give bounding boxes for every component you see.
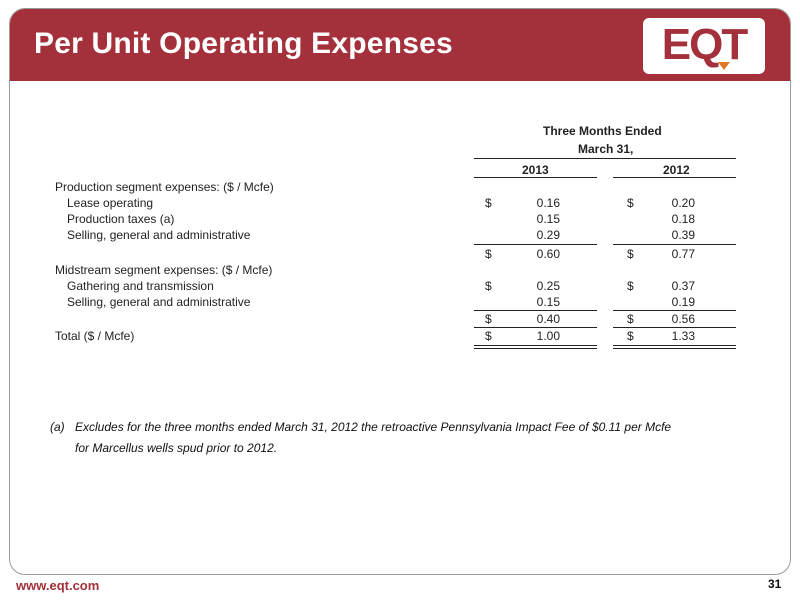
total-double-rule-2013 [474,345,597,346]
page-number: 31 [768,577,782,591]
header-rule [474,158,736,159]
value-2013: 0.16 [536,196,560,210]
page-title: Per Unit Operating Expenses [34,27,453,60]
production-section-label: Production segment expenses: ($ / Mcfe) [55,180,274,194]
total-double-rule-2012 [613,348,736,349]
currency-symbol: $ [485,329,492,343]
subtotal-rule-2012 [613,244,736,245]
subtotal-2013: 0.60 [536,247,560,261]
currency-symbol: $ [485,196,492,210]
total-double-rule-2012 [613,345,736,346]
currency-symbol: $ [485,279,492,293]
currency-symbol: $ [627,247,634,261]
period-header: Three Months Ended [543,124,662,138]
currency-symbol: $ [627,329,634,343]
subtotal-2012: 0.77 [671,247,695,261]
total-rule-2013 [474,327,597,328]
value-2012: 0.20 [671,196,695,210]
row-label: Lease operating [67,196,154,210]
subtotal-rule-2013 [474,310,597,311]
value-2012: 0.19 [671,295,695,309]
website-link[interactable]: www.eqt.com [16,578,100,593]
row-label: Production taxes (a) [67,212,175,226]
row-label: Gathering and transmission [67,279,214,293]
value-2013: 0.15 [536,212,560,226]
subtotal-2012: 0.56 [671,312,695,326]
total-rule-2012 [613,327,736,328]
footnote-mark: (a) [50,420,65,434]
footnote-line-1: Excludes for the three months ended March 31, 2012 the retroactive Pennsylvania Impact Fee of $0.11 per Mcfe [75,420,672,434]
row-label: Selling, general and administrative [67,228,251,242]
midstream-section-label: Midstream segment expenses: ($ / Mcfe) [55,263,273,277]
column-rule-2013 [474,177,597,178]
subtotal-2013: 0.40 [536,312,560,326]
subtotal-rule-2012 [613,310,736,311]
total-double-rule-2013 [474,348,597,349]
value-2013: 0.29 [536,228,560,242]
row-label: Selling, general and administrative [67,295,251,309]
value-2013: 0.15 [536,295,560,309]
logo-text: EQT [661,20,747,69]
total-label: Total ($ / Mcfe) [55,329,135,343]
column-rule-2012 [613,177,736,178]
currency-symbol: $ [627,312,634,326]
value-2013: 0.25 [536,279,560,293]
currency-symbol: $ [485,247,492,261]
total-2013: 1.00 [536,329,560,343]
currency-symbol: $ [627,196,634,210]
total-2012: 1.33 [671,329,695,343]
value-2012: 0.37 [671,279,695,293]
subtotal-rule-2013 [474,244,597,245]
column-header-2012: 2012 [663,163,690,177]
currency-symbol: $ [485,312,492,326]
value-2012: 0.18 [671,212,695,226]
column-header-2013: 2013 [522,163,549,177]
value-2012: 0.39 [671,228,695,242]
period-subheader: March 31, [578,142,634,156]
currency-symbol: $ [627,279,634,293]
footnote-line-2: for Marcellus wells spud prior to 2012. [75,441,278,455]
